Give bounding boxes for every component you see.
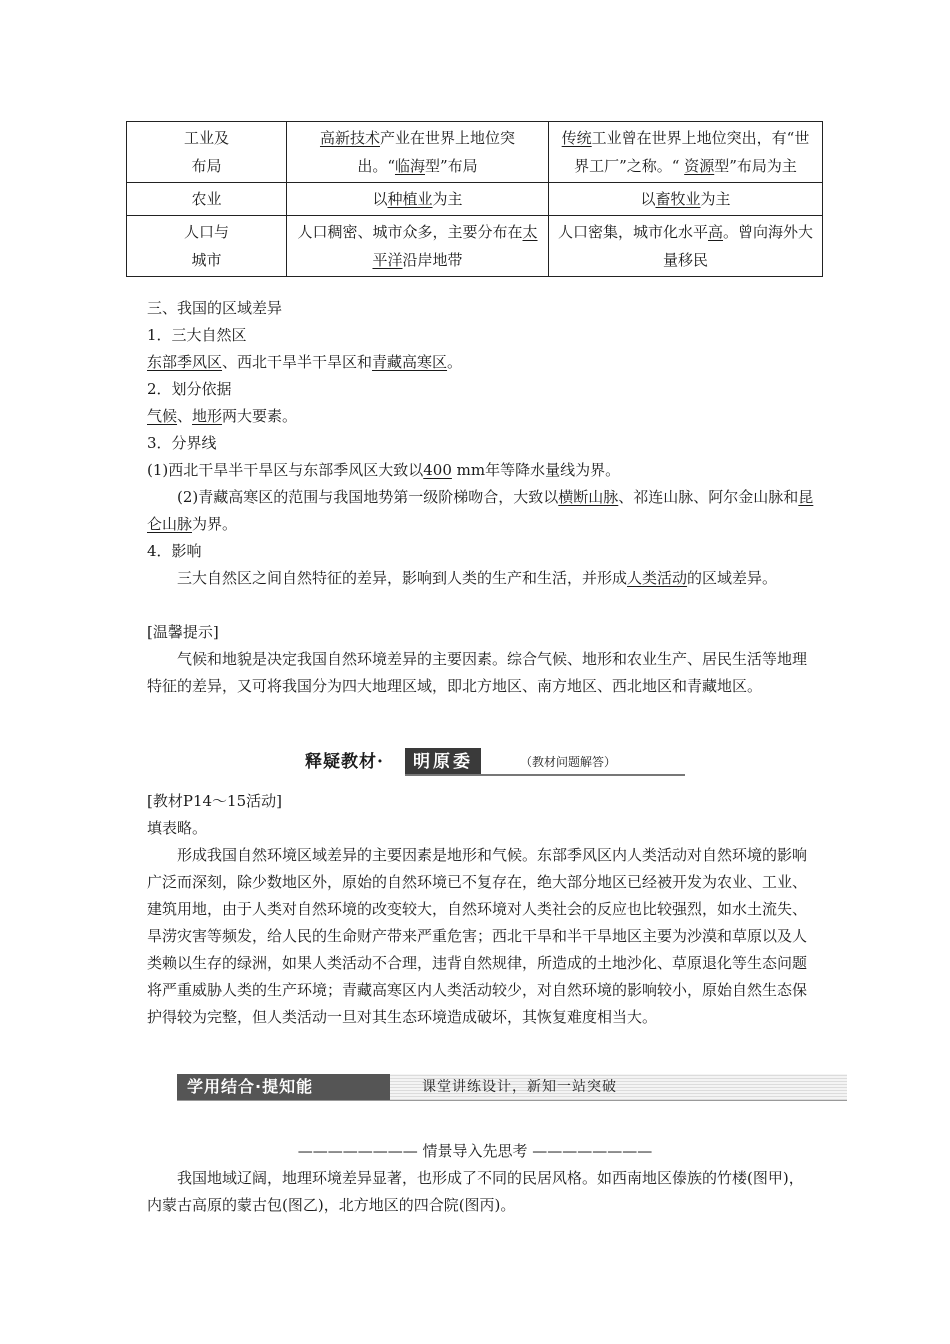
paragraph xyxy=(147,403,817,430)
text-run: 产业在世界上地位突出。“ xyxy=(357,129,516,175)
text-run: 气候和地貌是决定我国自然环境差异的主要因素。综合气候、地形和农业生产、居民生活等地理特征的差异，又可将我国分为四大地理区域，即北方地区、南方地区、西北地区和青藏地区。 xyxy=(147,650,808,695)
banner-note: （教材问题解答） xyxy=(520,755,617,769)
text-run: mm年等降水量线为界。 xyxy=(451,461,621,479)
paragraph xyxy=(147,322,817,349)
text-run: 三大自然区之间自然特征的差异，影响到人类的生产和生活，并形成 xyxy=(177,569,628,587)
text-run: 工业及 xyxy=(183,129,229,147)
text-run: 1．三大自然区 xyxy=(147,326,247,344)
text-run: 工业曾在世界上地位突出，有“世界工厂”之称。“ xyxy=(574,129,810,175)
section-heading: ———————— 情景导入先思考 ———————— xyxy=(297,1142,653,1160)
comparison-table xyxy=(126,121,823,277)
text-run: 型”布局为主 xyxy=(714,157,797,175)
answer-blank: 横断山脉 xyxy=(558,488,619,506)
banner-title: 学用结合·提知能 xyxy=(177,1074,390,1100)
paragraph xyxy=(147,538,817,565)
text-run: 人口密集，城市化水平 xyxy=(557,223,708,241)
cell-east-asia xyxy=(287,183,549,216)
paragraph xyxy=(147,619,817,646)
paragraph xyxy=(147,376,817,403)
text-run: 2．划分依据 xyxy=(147,380,232,398)
text-run: 人口稠密、城市众多，主要分布在 xyxy=(297,223,523,241)
paragraph xyxy=(147,484,817,538)
text-run: 。 xyxy=(447,353,463,371)
answer-blank: 资源 xyxy=(684,157,715,175)
banner-title-left: 释疑教材· xyxy=(305,752,384,772)
cell-europe xyxy=(549,183,823,216)
banner-underline xyxy=(405,774,685,776)
text-run: 型”布局 xyxy=(425,157,478,175)
text-run: 三、我国的区域差异 xyxy=(147,299,283,317)
text-run: 为主 xyxy=(700,190,731,208)
answer-blank: 昆仑山脉 xyxy=(147,488,814,533)
paragraph xyxy=(147,565,817,592)
text-run: 、祁连山脉、阿尔金山脉和 xyxy=(618,488,799,506)
text-run: 3．分界线 xyxy=(147,434,217,452)
text-run: 以 xyxy=(372,190,388,208)
answer-blank: 畜牧业 xyxy=(655,190,701,208)
paragraph xyxy=(147,842,817,1031)
paragraph xyxy=(147,1165,817,1219)
text-run: 为界。 xyxy=(192,515,238,533)
text-run: (2)青藏高寒区的范围与我国地势第一级阶梯吻合，大致以 xyxy=(177,488,559,506)
text-run: 、西北干旱半干旱区和 xyxy=(222,353,373,371)
cell-europe xyxy=(549,216,823,277)
paragraph xyxy=(147,295,817,322)
answer-blank: 东部季风区 xyxy=(147,353,223,371)
text-run: 的区域差异。 xyxy=(687,569,778,587)
section-banner-textbook xyxy=(305,748,683,776)
paragraph xyxy=(147,815,817,842)
banner-subtitle: 课堂讲练设计，新知一站突破 xyxy=(422,1079,617,1095)
paragraph xyxy=(147,788,817,815)
table-row xyxy=(127,183,823,216)
answer-blank: 气候 xyxy=(147,407,178,425)
text-run: 填表略。 xyxy=(147,819,208,837)
text-run: 城市 xyxy=(191,251,222,269)
row-label xyxy=(127,183,287,216)
answer-blank: 太平洋 xyxy=(372,223,538,269)
text-run: 。曾向海外大量移民 xyxy=(662,223,814,269)
answer-blank: 400 xyxy=(423,461,452,479)
text-run: 布局 xyxy=(191,157,222,175)
text-run: (1)西北干旱半干旱区与东部季风区大致以 xyxy=(147,461,424,479)
paragraph xyxy=(147,349,817,376)
text-run: 人口与 xyxy=(183,223,229,241)
banner-title-right: 明原委 xyxy=(405,748,481,776)
text-run: 两大要素。 xyxy=(222,407,298,425)
text-run: 形成我国自然环境区域差异的主要因素是地形和气候。东部季风区内人类活动对自然环境的影响广泛而深刻，除少数地区外，原始的自然环境已不复存在，绝大部分地区已经被开发为农业、工业、建筑用地，由于人类对自然环境的改变较大，自然环境对人类社会的反应也比较强烈，如水土流失、旱涝灾害等频发，给人民的生命财产带来严重危害；西北干旱和半干旱地区主要为沙漠和草原以及人类赖以生存的绿洲，如果人类活动不合理，违背自然规律，所造成的土地沙化、草原退化等生态问题将严重威胁人类的生产环境；青藏高寒区内人类活动较少，对自然环境的影响较小，原始自然生态保护得较为完整，但人类活动一旦对其生态环境造成破坏，其恢复难度相当大。 xyxy=(147,846,808,1026)
table-row xyxy=(127,122,823,183)
text-run: 、 xyxy=(177,407,193,425)
answer-blank: 地形 xyxy=(192,407,223,425)
text-run: [教材P14～15活动] xyxy=(147,792,282,810)
cell-east-asia xyxy=(287,216,549,277)
paragraph xyxy=(147,430,817,457)
paragraph xyxy=(147,646,817,700)
section-banner-practice xyxy=(177,1074,847,1100)
table-row xyxy=(127,216,823,277)
row-label xyxy=(127,122,287,183)
answer-blank: 种植业 xyxy=(387,190,433,208)
text-run: 为主 xyxy=(432,190,463,208)
text-run: 以 xyxy=(640,190,656,208)
cell-east-asia xyxy=(287,122,549,183)
answer-blank: 青藏高寒区 xyxy=(372,353,448,371)
answer-blank: 传统 xyxy=(561,129,592,147)
answer-blank: 高 xyxy=(707,223,723,241)
text-run: 我国地域辽阔，地理环境差异显著，也形成了不同的民居风格。如西南地区傣族的竹楼(图甲)，内蒙古高原的蒙古包(图乙)，北方地区的四合院(图丙)。 xyxy=(147,1169,804,1214)
text-run: 沿岸地带 xyxy=(402,251,463,269)
text-run: [温馨提示] xyxy=(147,623,219,641)
row-label xyxy=(127,216,287,277)
answer-blank: 人类活动 xyxy=(627,569,688,587)
answer-blank: 高新技术 xyxy=(319,129,380,147)
banner-rule xyxy=(177,1100,847,1101)
text-run: 农业 xyxy=(191,190,222,208)
cell-europe xyxy=(549,122,823,183)
text-run: 4．影响 xyxy=(147,542,202,560)
paragraph xyxy=(147,457,817,484)
answer-blank: 临海 xyxy=(394,157,425,175)
